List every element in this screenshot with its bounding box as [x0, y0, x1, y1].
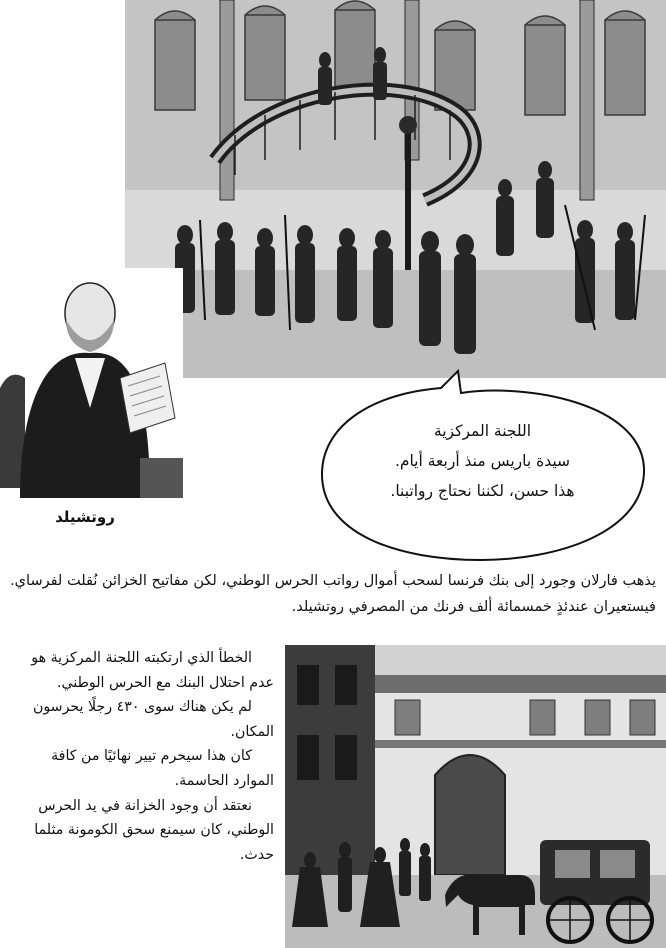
portrait-caption: روتشيلد [55, 508, 115, 526]
rothschild-portrait [0, 268, 183, 498]
bubble-line: هذا حسن، لكننا نحتاج رواتبنا. [390, 482, 575, 500]
bubble-line: اللجنة المركزية [433, 422, 532, 440]
bubble-line: سيدة باريس منذ أربعة أيام. [394, 452, 571, 470]
commentary-paragraph: نعتقد أن وجود الخزانة في يد الحرس الوطني، كان سيمنع سحق الكومونة مثلما حدث. [34, 797, 274, 863]
bank-facade-engraving [285, 645, 666, 948]
speech-bubble-text [340, 416, 625, 506]
commentary-column [8, 646, 274, 867]
commentary-paragraph: الخطأ الذي ارتكبته اللجنة المركزية هو عدم احتلال البنك مع الحرس الوطني. [31, 650, 274, 691]
commentary-paragraph: كان هذا سيحرم تيير نهائيًا من كافة الموارد الحاسمة. [51, 748, 274, 789]
commentary-paragraph: لم يكن هناك سوى ٤٣٠ رجلًا يحرسون المكان. [32, 699, 274, 740]
narration-text: يذهب فارلان وجورد إلى بنك فرنسا لسحب أموال رواتب الحرس الوطني، لكن مفاتيح الخزائن نُقلت لفرساي. فيستعيران عندئذٍ خمسمائة ألف فرنك من المصرفي روتشيلد. [10, 573, 656, 615]
staircase-hall-engraving [125, 0, 666, 378]
